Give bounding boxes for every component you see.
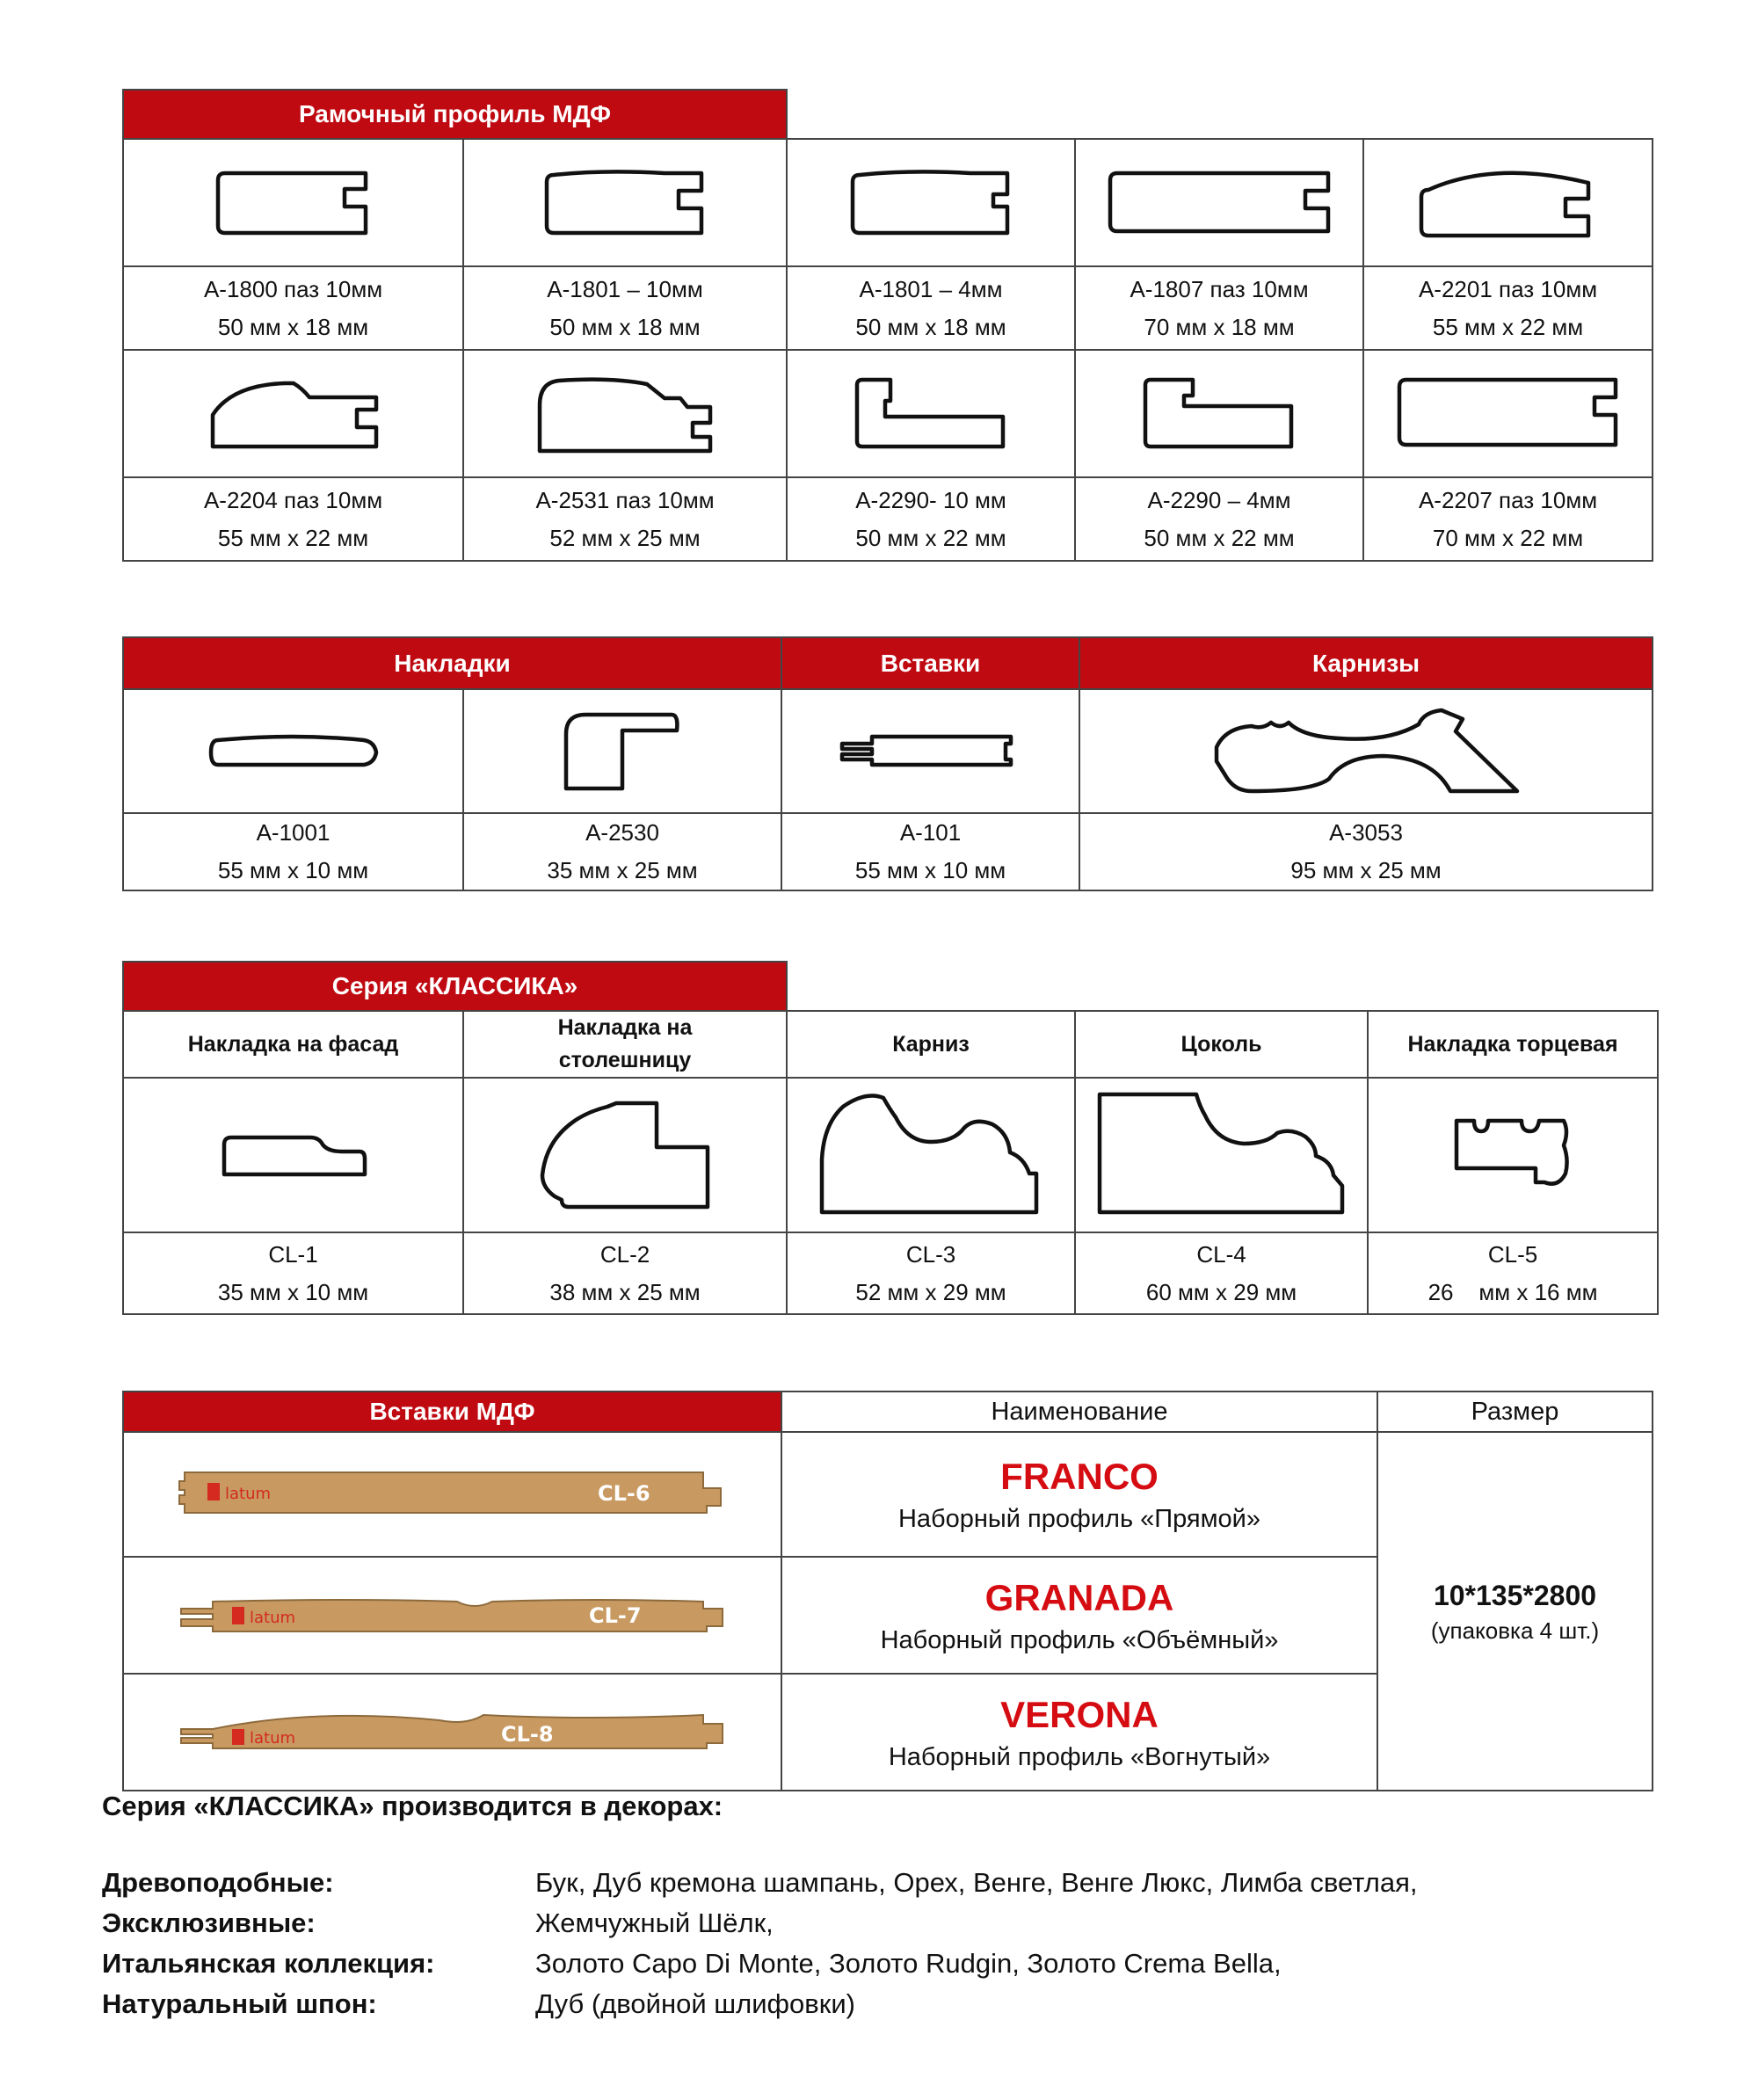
insert-photo-granada — [123, 1557, 781, 1674]
profile-drawing-a1801-4 — [787, 139, 1075, 266]
logo-text: latum — [249, 1729, 295, 1748]
profile-drawing-a101 — [781, 689, 1079, 813]
profile-drawing-a2530 — [463, 689, 781, 813]
profile-code: А-2204 паз 10мм — [203, 486, 383, 513]
insert-desc: Наборный профиль «Вогнутый» — [888, 1742, 1271, 1771]
profile-code: А-2530 — [585, 819, 659, 846]
profile-code: CL-2 — [599, 1240, 650, 1268]
profile-size: 38 мм х 25 мм — [549, 1278, 701, 1305]
profile-size: 50 мм х 18 мм — [549, 313, 701, 340]
insert-packaging: (упаковка 4 шт.) — [1430, 1617, 1600, 1644]
profile-drawing-a1807 — [1075, 139, 1363, 266]
insert-brand-franco: FRANCO — [1000, 1456, 1159, 1497]
profile-code: CL-1 — [268, 1240, 318, 1268]
decor-value: Дуб (двойной шлифовки) — [535, 1988, 855, 2019]
profile-size: 70 мм х 22 мм — [1432, 524, 1584, 551]
profile-code: А-2290- 10 мм — [855, 486, 1006, 513]
profile-size: 52 мм х 29 мм — [855, 1278, 1006, 1305]
profile-drawing-a3053 — [1079, 689, 1653, 813]
decor-value: Жемчужный Шёлк, — [535, 1907, 774, 1938]
inserts-header: Вставки — [781, 637, 1079, 689]
profile-code: CL-3 — [905, 1240, 956, 1268]
logo-text: latum — [224, 1484, 271, 1503]
decor-row — [102, 1867, 1684, 1907]
profile-code: А-1001 — [256, 819, 331, 846]
mdf-inserts-table — [122, 1391, 1653, 1791]
profile-drawing-cl1 — [123, 1078, 463, 1232]
profile-drawing-cl2 — [463, 1078, 787, 1232]
profile-size: 52 мм х 25 мм — [549, 524, 701, 551]
insert-label: CL-6 — [597, 1480, 650, 1506]
profile-size: 26 мм х 16 мм — [1427, 1278, 1598, 1305]
overlay-table — [122, 636, 1653, 891]
classic-series-title: Серия «КЛАССИКА» — [123, 962, 787, 1011]
insert-desc: Наборный профиль «Объёмный» — [880, 1625, 1279, 1654]
insert-desc: Наборный профиль «Прямой» — [897, 1505, 1261, 1533]
logo-text: latum — [249, 1609, 295, 1627]
profile-size: 55 мм х 22 мм — [217, 524, 369, 551]
profile-size: 55 мм х 22 мм — [1432, 313, 1584, 340]
profile-drawing-a1001 — [123, 689, 463, 813]
decor-value: Золото Capo Di Monte, Золото Rudgin, Золото Crema Bella, — [535, 1948, 1282, 1979]
profile-size: 35 мм х 25 мм — [547, 857, 698, 883]
insert-size: 10*135*2800 — [1433, 1580, 1597, 1611]
profile-size: 55 мм х 10 мм — [854, 857, 1006, 883]
decor-value: Бук, Дуб кремона шампань, Орех, Венге, Венге Люкс, Лимба светлая, — [535, 1867, 1418, 1898]
insert-label: CL-8 — [500, 1722, 554, 1747]
column-header: Накладка на фасад — [123, 1011, 463, 1078]
insert-brand-granada: GRANADA — [984, 1576, 1174, 1618]
profile-code: А-1807 паз 10мм — [1130, 275, 1309, 302]
profile-code: А-2207 паз 10мм — [1418, 486, 1598, 513]
profile-code: А-1801 – 10мм — [547, 275, 703, 302]
profile-drawing-cl4 — [1075, 1078, 1368, 1232]
profile-drawing-cl3 — [787, 1078, 1075, 1232]
name-column-header: Наименование — [781, 1392, 1377, 1432]
decor-label: Древоподобные: — [102, 1867, 334, 1898]
column-header: Накладка торцевая — [1368, 1011, 1658, 1078]
decor-label: Эксклюзивные: — [102, 1907, 316, 1938]
profile-drawing-cl5 — [1368, 1078, 1658, 1232]
insert-label: CL-7 — [588, 1603, 642, 1628]
insert-photo-verona — [123, 1674, 781, 1791]
profile-size: 70 мм х 18 мм — [1144, 313, 1295, 340]
profile-code: CL-5 — [1487, 1240, 1538, 1268]
profile-drawing-a1801-10 — [463, 139, 787, 266]
profile-drawing-a1800 — [123, 139, 463, 266]
profile-drawing-a2204 — [123, 350, 463, 477]
profile-code: А-1801 – 4мм — [859, 275, 1003, 302]
column-header: Накладка на столешницу — [463, 1011, 787, 1078]
profile-drawing-a2290-10 — [787, 350, 1075, 477]
profile-size: 50 мм х 18 мм — [855, 313, 1006, 340]
profile-drawing-a2290-4 — [1075, 350, 1363, 477]
profile-code: CL-4 — [1196, 1240, 1246, 1268]
frame-profile-title: Рамочный профиль МДФ — [123, 90, 787, 139]
profile-code: А-2290 – 4мм — [1147, 486, 1291, 513]
profile-code: А-2531 паз 10мм — [535, 486, 715, 513]
profile-code: А-101 — [899, 819, 962, 846]
profile-size: 55 мм х 10 мм — [217, 857, 369, 883]
decor-label: Итальянская коллекция: — [102, 1948, 435, 1979]
insert-photo-franco — [123, 1432, 781, 1557]
profile-size: 50 мм х 22 мм — [855, 524, 1006, 551]
classic-series-table — [122, 961, 1659, 1315]
profile-code: А-1800 паз 10мм — [203, 275, 383, 302]
frame-profile-table — [122, 89, 1653, 562]
profile-drawing-a2201 — [1363, 139, 1653, 266]
profile-drawing-a2531 — [463, 350, 787, 477]
cornices-header: Карнизы — [1079, 637, 1653, 689]
profile-size: 60 мм х 29 мм — [1145, 1278, 1297, 1305]
profile-size: 50 мм х 22 мм — [1144, 524, 1295, 551]
profile-size: 50 мм х 18 мм — [217, 313, 369, 340]
decor-row — [102, 1948, 1684, 1988]
decor-row — [102, 1988, 1684, 2029]
insert-brand-verona: VERONA — [1000, 1693, 1159, 1735]
profile-code: А-3053 — [1329, 819, 1403, 846]
column-header: Цоколь — [1075, 1011, 1368, 1078]
profile-size: 95 мм х 25 мм — [1290, 857, 1442, 883]
profile-drawing-a2207 — [1363, 350, 1653, 477]
footer-title: Серия «КЛАССИКА» производится в декорах: — [102, 1791, 723, 1821]
column-header: Карниз — [787, 1011, 1075, 1078]
mdf-inserts-title: Вставки МДФ — [123, 1392, 781, 1432]
overlays-header: Накладки — [123, 637, 781, 689]
decor-row — [102, 1907, 1684, 1948]
decor-label: Натуральный шпон: — [102, 1988, 377, 2019]
profile-code: А-2201 паз 10мм — [1418, 275, 1598, 302]
profile-size: 35 мм х 10 мм — [217, 1278, 369, 1305]
size-column-header: Размер — [1377, 1392, 1653, 1432]
